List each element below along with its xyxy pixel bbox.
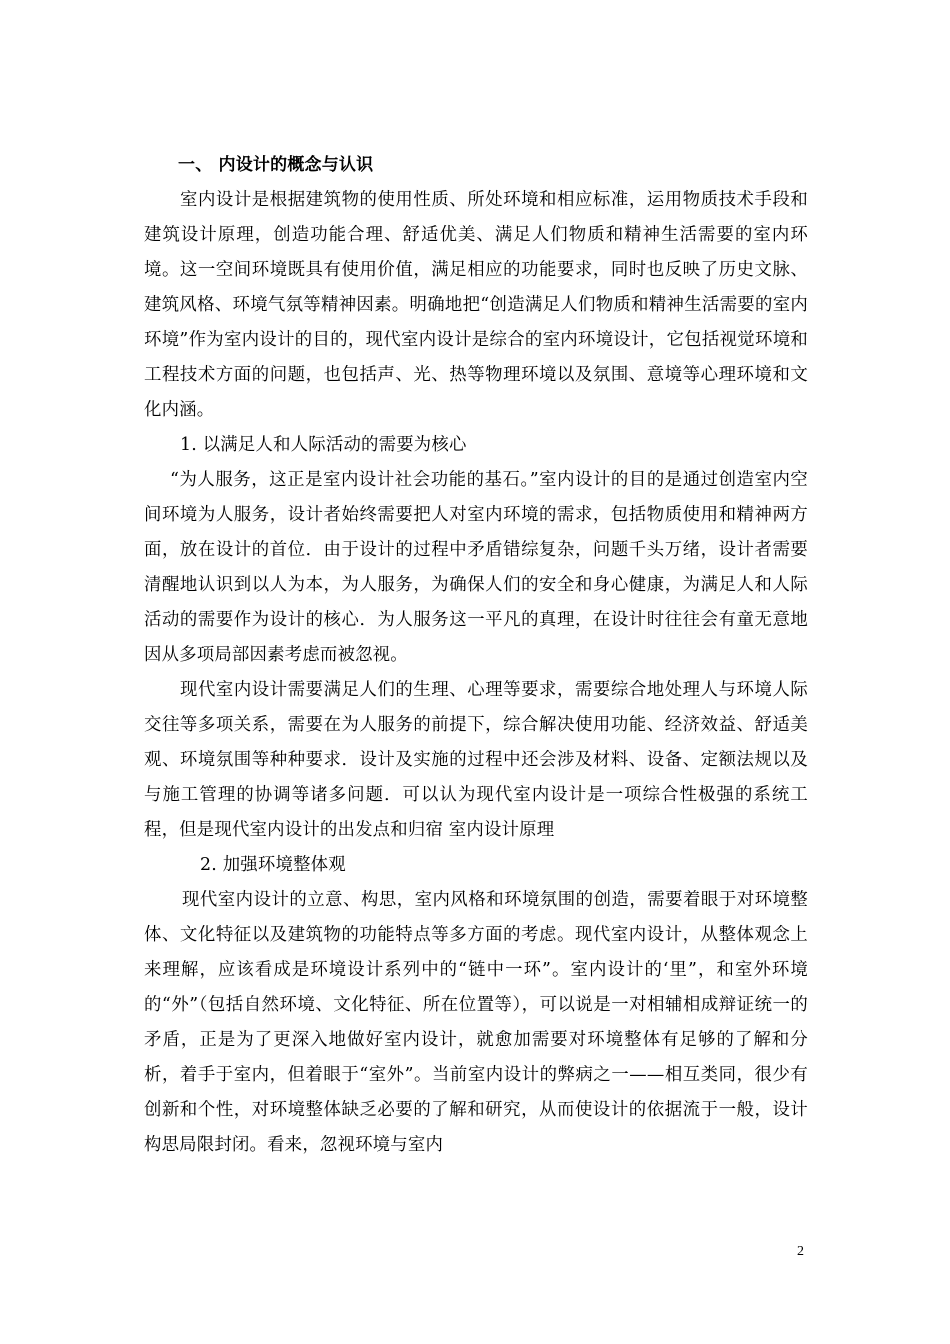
subheading-human-needs: 1. 以满足人和人际活动的需要为核心 xyxy=(180,435,467,455)
body-paragraph-definition: 室内设计是根据建筑物的使用性质、所处环境和相应标准，运用物质技术手段和建筑设计原理，创造功能合理、舒适优美、满足人们物质和精神生活需要的室内环境。这一空间环境既具有使用价值，满足相应的功能要求，同时也反映了历史文脉、建筑风格、环境气氛等精神因素。明确地把“创造满足人们物质和精神生活需要的室内环境”作为室内设计的目的，现代室内设计是综合的室内环境设计，它包括视觉环境和工程技术方面的问题，也包括声、光、热等物理环境以及氛围、意境等心理环境和文化内涵。 xyxy=(144,190,808,420)
body-paragraph-requirements: 现代室内设计需要满足人们的生理、心理等要求，需要综合地处理人与环境人际交往等多项关系，需要在为人服务的前提下，综合解决使用功能、经济效益、舒适美观、环境氛围等种种要求．设计及实施的过程中还会涉及材料、设备、定额法规以及与施工管理的协调等诸多问题．可以认为现代室内设计是一项综合性极强的系统工程，但是现代室内设计的出发点和归宿 室内设计原理 xyxy=(144,680,808,840)
subheading-environment-whole: 2. 加强环境整体观 xyxy=(200,855,346,875)
document-body xyxy=(144,148,808,1163)
body-paragraph-serve-people: “为人服务，这正是室内设计社会功能的基石。”室内设计的目的是通过创造室内空间环境为人服务，设计者始终需要把人对室内环境的需求，包括物质使用和精神两方面，放在设计的首位．由于设计的过程中矛盾错综复杂，问题千头万绪，设计者需要清醒地认识到以人为本，为人服务，为确保人们的安全和身心健康，为满足人和人际活动的需要作为设计的核心．为人服务这一平凡的真理，在设计时往往会有童无意地因从多项局部因素考虑而被忽视。 xyxy=(144,470,808,665)
page-number: 2 xyxy=(797,1244,804,1259)
body-paragraph-environment: 现代室内设计的立意、构思，室内风格和环境氛围的创造，需要着眼于对环境整体、文化特征以及建筑物的功能特点等多方面的考虑。现代室内设计，从整体观念上来理解，应该看成是环境设计系列中的“链中一环”。室内设计的‘里”，和室外环境的“外”（包括自然环境、文化特征、所在位置等），可以说是一对相辅相成辩证统一的矛盾，正是为了更深入地做好室内设计，就愈加需要对环境整体有足够的了解和分析，着手于室内，但着眼于“室外”。当前室内设计的弊病之一——相互类同，很少有创新和个性，对环境整体缺乏必要的了解和研究，从而使设计的依据流于一般，设计构思局限封闭。看来，忽视环境与室内 xyxy=(144,890,808,1155)
section-heading: 一、 内设计的概念与认识 xyxy=(178,155,374,175)
